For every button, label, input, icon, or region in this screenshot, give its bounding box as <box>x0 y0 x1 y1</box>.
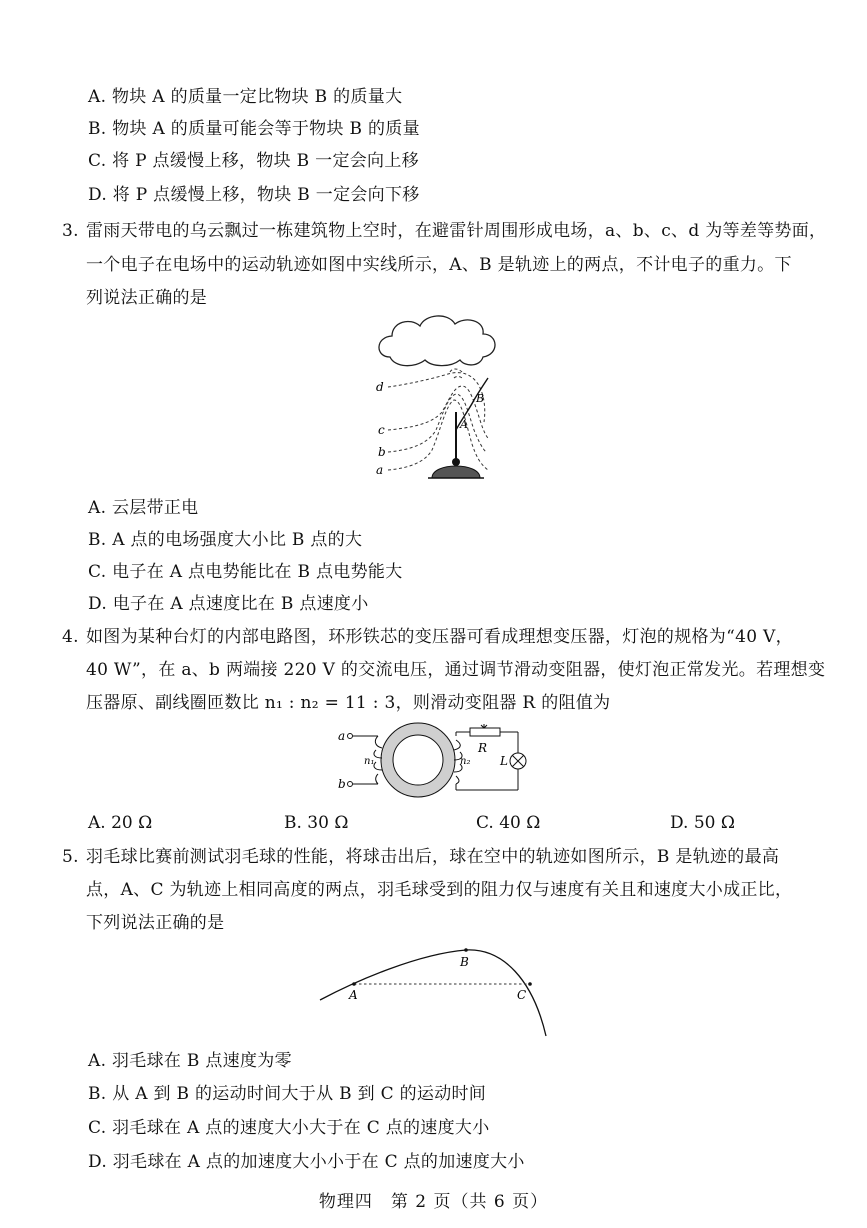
q3-option-a: A. 云层带正电 <box>88 498 199 518</box>
q3-stem-line-2: 一个电子在电场中的运动轨迹如图中实线所示，A、B 是轨迹上的两点，不计电子的重力。下 <box>86 255 792 275</box>
q5-stem-line-1: 5. 羽毛球比赛前测试羽毛球的性能，将球击出后，球在空中的轨迹如图所示，B 是轨迹的最高 <box>62 847 780 867</box>
q4-number: 4. <box>62 627 79 647</box>
terminal-a <box>348 734 353 739</box>
q3-label-c: c <box>378 423 385 437</box>
q5-label-c: C <box>517 988 527 1002</box>
q5-figure <box>318 940 558 1040</box>
q4-label-r: R <box>478 741 488 755</box>
q4-label-n1: n₁ <box>364 756 375 767</box>
q3-option-c: C. 电子在 A 点电势能比在 B 点电势能大 <box>88 562 403 582</box>
equipotential-c <box>388 386 488 438</box>
q3-label-point-a: A <box>460 418 468 431</box>
q3-stem-line-3: 列说法正确的是 <box>86 288 208 308</box>
q4-stem-line-2: 40 W”，在 a、b 两端接 220 V 的交流电压，通过调节滑动变阻器，使灯泡正常发光。若理想变 <box>86 660 826 680</box>
q5-label-a: A <box>349 988 358 1002</box>
page-footer: 物理四 第 2 页（共 6 页） <box>318 1192 549 1212</box>
q3-label-d: d <box>376 380 384 394</box>
q5-stem-line-2: 点，A、C 为轨迹上相同高度的两点，羽毛球受到的阻力仅与速度有关且和速度大小成正比， <box>86 880 793 900</box>
point-a <box>352 982 356 986</box>
q4-option-b: B. 30 Ω <box>284 813 349 833</box>
q4-stem-line-3: 压器原、副线圈匝数比 n₁ : n₂ = 11 : 3，则滑动变阻器 R 的阻值为 <box>86 693 611 713</box>
point-c <box>528 982 532 986</box>
q5-number: 5. <box>62 847 79 867</box>
rheostat <box>470 728 500 736</box>
q2-option-b: B. 物块 A 的质量可能会等于物块 B 的质量 <box>88 119 420 139</box>
rod-ball <box>452 458 460 466</box>
q3-figure <box>370 312 510 482</box>
q2-option-c: C. 将 P 点缓慢上移，物块 B 一定会向上移 <box>88 151 419 171</box>
q3-label-b: b <box>378 445 386 459</box>
equipotential-b <box>388 394 486 452</box>
q3-number: 3. <box>62 221 79 241</box>
q4-option-a: A. 20 Ω <box>88 813 153 833</box>
q5-stem-line-3: 下列说法正确的是 <box>86 913 225 933</box>
q3-stem-line-1: 3. 雷雨天带电的乌云飘过一栋建筑物上空时，在避雷针周围形成电场，a、b、c、d 为等差等势面， <box>62 221 827 241</box>
q2-option-a: A. 物块 A 的质量一定比物块 B 的质量大 <box>88 87 403 107</box>
q5-label-b: B <box>460 955 469 969</box>
q5-option-b: B. 从 A 到 B 的运动时间大于从 B 到 C 的运动时间 <box>88 1084 487 1104</box>
equipotential-a <box>388 400 488 470</box>
building-icon <box>432 466 480 478</box>
q4-stem-line-1: 4. 如图为某种台灯的内部电路图，环形铁芯的变压器可看成理想变压器，灯泡的规格为“40 V， <box>62 627 793 647</box>
terminal-b <box>348 782 353 787</box>
q5-option-a: A. 羽毛球在 B 点速度为零 <box>88 1051 292 1071</box>
point-b <box>464 948 468 952</box>
q2-option-d: D. 将 P 点缓慢上移，物块 B 一定会向下移 <box>88 185 420 205</box>
q3-option-b: B. A 点的电场强度大小比 B 点的大 <box>88 530 363 550</box>
q4-option-c: C. 40 Ω <box>476 813 541 833</box>
equipotential-d <box>388 373 485 422</box>
q4-label-l: L <box>500 754 508 768</box>
q5-option-c: C. 羽毛球在 A 点的速度大小大于在 C 点的速度大小 <box>88 1118 490 1138</box>
q5-option-d: D. 羽毛球在 A 点的加速度大小小于在 C 点的加速度大小 <box>88 1152 525 1172</box>
q3-option-d: D. 电子在 A 点速度比在 B 点速度小 <box>88 594 369 614</box>
q4-label-a: a <box>338 729 346 743</box>
q4-label-b: b <box>338 777 346 791</box>
q4-option-d: D. 50 Ω <box>670 813 735 833</box>
q4-label-n2: n₂ <box>460 756 471 767</box>
q4-figure <box>338 724 538 814</box>
cloud-icon <box>379 316 495 366</box>
q3-label-point-b: B <box>476 392 485 405</box>
q3-label-a: a <box>376 463 384 477</box>
